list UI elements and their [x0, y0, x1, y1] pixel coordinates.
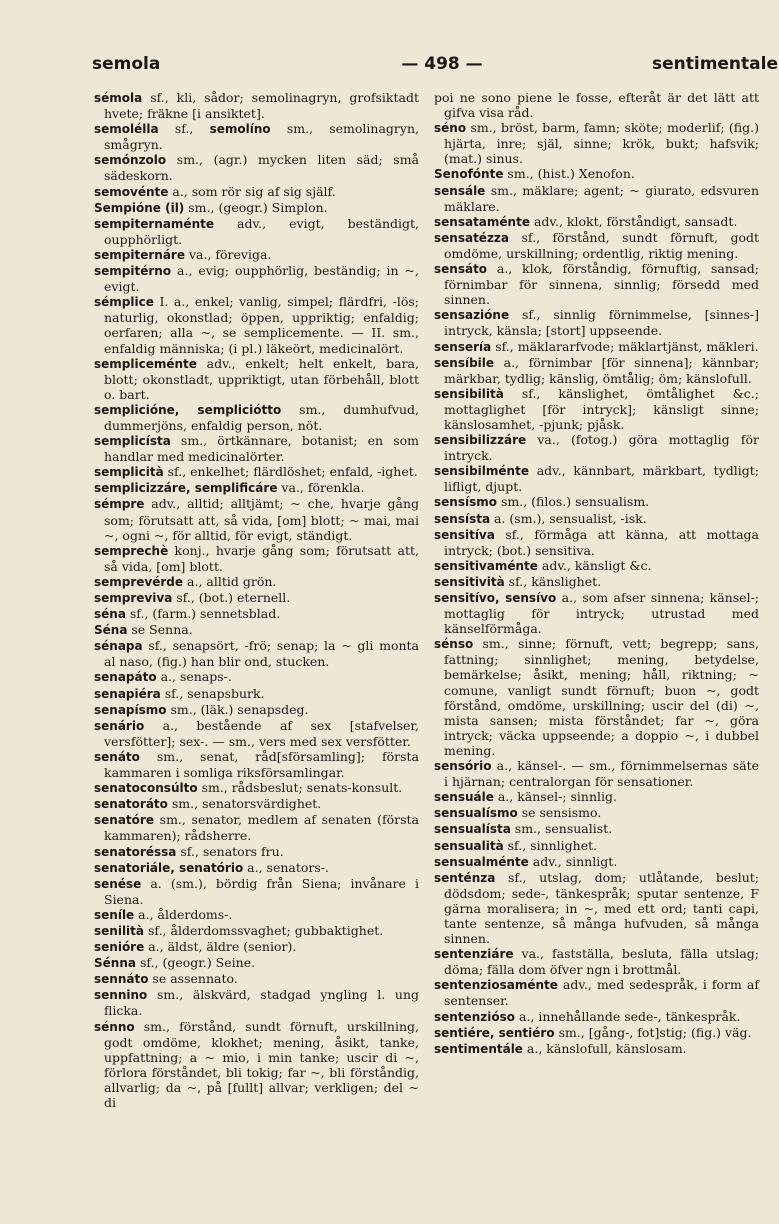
dictionary-entry	[434, 214, 759, 230]
headword: sensualménte	[434, 854, 529, 869]
dictionary-entry	[434, 90, 759, 120]
headword: sensísta	[434, 511, 491, 526]
headword: sensatézza	[434, 230, 510, 245]
headword: senése	[94, 876, 142, 891]
definition: se assennato.	[148, 971, 238, 987]
dictionary-entry	[434, 946, 759, 977]
headword: senióre	[94, 940, 145, 955]
dictionary-entry	[94, 216, 419, 247]
definition: sf., känslighet.	[504, 573, 602, 589]
headword: sémplice	[94, 295, 154, 310]
dictionary-entry	[434, 386, 759, 432]
definition: se sensismo.	[517, 805, 602, 821]
definition: sf., känslighet, ömtålighet &c.; mottaglighet [för intryck]; känsligt sinne; känslosamhet, -pjunk; pjåsk.	[444, 385, 759, 432]
dictionary-entry	[94, 263, 419, 294]
headword: semprechè	[94, 543, 169, 558]
definition: sf., sinnlighet.	[503, 837, 598, 853]
headword: semprevérde	[94, 574, 184, 589]
dictionary-entry	[434, 758, 759, 789]
dictionary-entry	[94, 622, 419, 638]
dictionary-entry	[94, 844, 419, 860]
definition: a., känsel-. — sm., förnimmelsernas säte i hjärnan; centralorgan för sensationer.	[444, 758, 759, 790]
headword: senapáto	[94, 670, 157, 685]
headword: senatóre	[94, 813, 154, 828]
dictionary-entry	[94, 543, 419, 574]
definition: se Senna.	[127, 622, 193, 638]
headword: sensibilizzáre	[434, 433, 527, 448]
headword: sentenzióso	[434, 1009, 515, 1024]
dictionary-entry	[434, 183, 759, 214]
definition: a., klok, förståndig, förnuftig, sansad; förnimbar för sinnena, sinnlig; försedd med sinnen.	[444, 261, 759, 308]
definition: adv., känsligt &c.	[537, 557, 652, 573]
definition: sm., dumhufvud, dummerjöns, enfaldig person, nöt.	[104, 401, 420, 433]
dictionary-entry	[94, 152, 419, 183]
definition: sf., (geogr.) Seine.	[135, 955, 256, 971]
dictionary-entry	[434, 870, 759, 946]
definition: sm., (agr.) mycken liten säd; små sädeskorn.	[104, 152, 419, 184]
definition: a. (sm.), sensualist, -isk.	[490, 510, 647, 526]
dictionary-entry	[434, 590, 759, 636]
definition: adv., evigt, beständigt, oupphörligt.	[104, 215, 419, 247]
headword: sensuále	[434, 790, 494, 805]
headword: sémola	[94, 91, 143, 105]
dictionary-entry	[434, 838, 759, 854]
headword: seníle	[94, 907, 135, 922]
definition: sf., senators fru.	[176, 843, 284, 859]
dictionary-entry	[434, 307, 759, 338]
definition: sm., (filos.) sensualism.	[496, 494, 650, 510]
definition: a., äldst, äldre (senior).	[144, 939, 297, 955]
headword: sénapa	[94, 639, 143, 654]
definition: poi ne sono piene le fosse, efteråt är det lätt att gifva visa råd.	[434, 90, 759, 121]
dictionary-entry	[94, 184, 419, 200]
headword: senapiéra	[94, 686, 161, 701]
dictionary-entry	[434, 977, 759, 1008]
dictionary-entry	[94, 669, 419, 685]
definition: a., innehållande sede-, tänkespråk.	[514, 1008, 741, 1024]
page-number: — 498 —	[401, 54, 483, 74]
definition: adv., enkelt; helt enkelt, bara, blott; okonstladt, uppriktigt, utan förbehåll, blott o. bart.	[104, 355, 419, 402]
dictionary-entry	[94, 780, 419, 796]
definition: sf., förmåga att känna, att mottaga intryck; (bot.) sensitiva.	[444, 526, 759, 558]
dictionary-entry	[434, 636, 759, 758]
headword: sensíbile	[434, 355, 495, 370]
headword: semolíno	[209, 122, 271, 137]
headword: sensório	[434, 759, 492, 774]
dictionary-entry	[94, 796, 419, 812]
header-right-word: sentimentale	[651, 54, 778, 74]
headword: sempiternaménte	[94, 216, 214, 231]
dictionary-entry	[434, 805, 759, 821]
definition: I. a., enkel; vanlig, simpel; flärdfri, -lös; naturlig, okonstlad; öppen, uppriktig; enfaldig; oerfaren; alla ~, se semplicemente. — II. sm., enfaldig människa; (i pl.) läkeört, medicinalört.	[104, 294, 419, 356]
dictionary-entry	[94, 480, 419, 496]
dictionary-entry	[94, 939, 419, 955]
definition: sm., sinne; förnuft, vett; begrepp; sans, fattning; sinnlighet; mening, betydelse, bemärkelse; åsikt, mening; håll, riktning; ~ comune, vanligt sundt förnuft; buon ~, godt förstånd, omdöme, urskillning; uscir del (di) ~, mista sansen; mista förståndet; far ~, göra intryck; väcka uppseende; a doppio ~, i dubbel mening.	[444, 636, 759, 758]
definition: sf., (farm.) sennetsblad.	[125, 606, 281, 622]
definition: sm., förstånd, sundt förnuft, urskillning, godt omdöme, klokhet; mening, åsikt, tanke, uppfattning; a ~ mio, i min tanke; uscir di ~, förlora förståndet, bli tokig; far ~, bli förståndig, allvarlig; da ~, på [fullt] allvar; verkligen; del ~ di	[104, 1018, 419, 1110]
headword: sénso	[434, 637, 474, 652]
definition: sm., [gång-, fot]stig; (fig.) väg.	[554, 1024, 752, 1040]
dictionary-entry	[434, 854, 759, 870]
dictionary-entry	[434, 527, 759, 558]
dictionary-entry	[94, 121, 419, 152]
dictionary-entry	[94, 574, 419, 590]
headword: sensitívo, sensívo	[434, 591, 557, 605]
dictionary-entry	[94, 496, 419, 542]
dictionary-entry	[94, 606, 419, 622]
headword: semónzolo	[94, 153, 167, 168]
dictionary-entry	[94, 247, 419, 263]
dictionary-entry	[94, 749, 419, 780]
headword: séno	[434, 121, 467, 136]
headword: Senofónte	[434, 167, 504, 182]
definition: a., som afser sinnena; känsel-; mottaglig för intryck; utrustad med känselförmåga.	[444, 590, 760, 637]
definition: sm., (hist.) Xenofon.	[503, 166, 635, 182]
definition: sm., senator, medlem af senaten (första kammaren); rådsherre.	[104, 812, 419, 844]
headword: semplicità	[94, 465, 164, 480]
definition: sf., kli, sådor; semolinagryn, grofsiktadt hvete; fräkne [i ansiktet].	[104, 90, 419, 122]
definition: sf., ålderdomssvaghet; gubbaktighet.	[144, 922, 384, 938]
headword: senário	[94, 718, 145, 733]
dictionary-entry	[94, 433, 419, 464]
headword: sensitività	[434, 574, 505, 589]
definition: sf., utslag, dom; utlåtande, beslut; dödsdom; sede-, tänkespråk; sputar sentenze, F gärna moralisera; in ~, med ett ord; tanti capi, tante sentenze, så många hufvuden, så många sinnen.	[444, 869, 759, 947]
dictionary-entry	[434, 1025, 759, 1041]
headword: sentenziosaménte	[434, 978, 558, 993]
dictionary-entry	[94, 971, 419, 987]
headword: sentenziáre	[434, 947, 514, 962]
definition: sm., örtkännare, botanist; en som handlar med medicinalörter.	[104, 433, 419, 465]
definition: a. (sm.), bördig från Siena; invånare i Siena.	[104, 875, 419, 907]
dictionary-entry	[94, 402, 419, 433]
right-column	[434, 90, 759, 1057]
headword: senilità	[94, 923, 144, 938]
dictionary-entry	[434, 789, 759, 805]
dictionary-entry	[434, 558, 759, 574]
headword: sensualità	[434, 838, 504, 853]
headword: sempitérno	[94, 264, 172, 279]
definition: sf., mäklararfvode; mäklartjänst, mäkleri.	[491, 338, 759, 354]
dictionary-entry	[94, 294, 419, 355]
definition: a., förnimbar [för sinnena]; kännbar; märkbar, tydlig; känslig, ömtålig; öm; känslofull.	[444, 354, 759, 386]
definition: sm., mäklare; agent; ~ giurato, edsvuren mäklare.	[444, 182, 759, 214]
definition: sm., sensualist.	[510, 821, 613, 837]
definition: sf., (bot.) eternell.	[172, 590, 291, 605]
headword: sénno	[94, 1019, 135, 1034]
headword: semplicizzáre, semplificáre	[94, 481, 278, 496]
definition: va., fastställa, besluta, fälla utslag; döma; fälla dom öfver ngn i brottmål.	[444, 946, 759, 978]
definition: sm., älskvärd, stadgad yngling l. ung flicka.	[104, 987, 419, 1019]
headword: sensualísta	[434, 822, 511, 837]
definition: sf., senapsburk.	[160, 685, 265, 701]
dictionary-entry	[94, 923, 419, 939]
headword: sempreviva	[94, 591, 173, 605]
dictionary-entry	[94, 356, 419, 402]
dictionary-entry	[94, 1019, 419, 1111]
header-left-word: semola	[92, 54, 161, 74]
headword: sensále	[434, 183, 486, 198]
definition: sf., senapsört, -frö; senap; la ~ gli monta al naso, (fig.) han blir ond, stucken.	[104, 638, 419, 670]
definition: a., känsel-; sinnlig.	[493, 789, 617, 805]
definition: a., som rör sig af sig själf.	[168, 183, 336, 199]
definition: sm., (geogr.) Simplon.	[184, 199, 328, 215]
definition: sm., (läk.) senapsdeg.	[166, 701, 309, 717]
definition: a., alltid grön.	[183, 573, 277, 589]
definition: a., senaps-.	[156, 669, 232, 685]
dictionary-entry	[434, 1009, 759, 1025]
definition: adv., alltid; alltjämt; ~ che, hvarje gång som; förutsatt att, så vida, [om] blott; ~ mai, mai ~, ogni ~, för alltid, för evigt, ständigt.	[104, 496, 419, 543]
headword: sensualísmo	[434, 806, 518, 821]
definition: sf.,	[158, 121, 210, 137]
headword: sensísmo	[434, 495, 497, 510]
dictionary-entry	[434, 494, 759, 510]
headword: sentiére, sentiéro	[434, 1025, 555, 1040]
dictionary-entry	[94, 718, 419, 749]
headword: sensería	[434, 339, 492, 354]
definition: sf., förstånd, sundt förnuft, godt omdöme, urskillning; ordentlig, riktig mening.	[444, 229, 759, 261]
dictionary-entry	[434, 463, 759, 494]
headword: Sénna	[94, 956, 136, 971]
headword: sensazióne	[434, 308, 510, 323]
headword: sémpre	[94, 497, 145, 512]
dictionary-entry	[94, 876, 419, 907]
definition: va., (fotog.) göra mottaglig för intryck.	[444, 432, 759, 464]
headword: semplicióne, sempliciótto	[94, 402, 282, 417]
dictionary-entry	[434, 511, 759, 527]
definition: sf., enkelhet; flärdlöshet; enfald, -ighet.	[163, 464, 418, 480]
dictionary-entry	[434, 120, 759, 166]
headword: sensitíva	[434, 527, 495, 542]
headword: senatoráto	[94, 797, 168, 812]
headword: séna	[94, 607, 126, 622]
definition: adv., kännbart, märkbart, tydligt; lifligt, djupt.	[444, 463, 759, 495]
dictionary-entry	[434, 230, 759, 261]
definition: sm., semolinagryn, smågryn.	[104, 121, 419, 153]
definition: sm., senat, råd[sförsamling]; första kammaren i somliga riksförsamlingar.	[104, 748, 419, 781]
dictionary-entry	[94, 955, 419, 971]
definition: adv., med sedespråk, i form af sentenser.	[444, 977, 759, 1009]
definition: konj., hvarje gång som; förutsatt att, så vida, [om] blott.	[104, 542, 419, 574]
dictionary-entry	[94, 464, 419, 480]
definition: a., evig; oupphörlig, beständig; in ~, evigt.	[104, 263, 419, 295]
headword: sensibilménte	[434, 464, 529, 479]
dictionary-entry	[94, 200, 419, 216]
definition: sf., sinnlig förnimmelse, [sinnes-] intryck, känsla; [stort] uppseende.	[444, 307, 759, 339]
definition: sm., rådsbeslut; senats-konsult.	[197, 780, 403, 796]
headword: sennino	[94, 988, 148, 1003]
dictionary-entry	[94, 702, 419, 718]
headword: senténza	[434, 870, 496, 885]
dictionary-entry	[434, 432, 759, 463]
definition: va., föreviga.	[184, 246, 272, 262]
left-column	[94, 90, 419, 1110]
headword: Sempióne (il)	[94, 200, 185, 215]
dictionary-entry	[434, 261, 759, 307]
headword: semovénte	[94, 184, 169, 199]
headword: Séna	[94, 623, 128, 638]
dictionary-entry	[434, 574, 759, 590]
dictionary-entry	[434, 821, 759, 837]
dictionary-entry	[434, 1041, 759, 1057]
definition: sm., senatorsvärdighet.	[167, 796, 322, 812]
headword: senatoriále, senatório	[94, 860, 244, 875]
headword: sennáto	[94, 972, 149, 987]
definition: adv., klokt, förståndigt, sansadt.	[529, 213, 738, 229]
dictionary-entry	[94, 812, 419, 843]
headword: sensibilità	[434, 386, 504, 401]
headword: senatoconsúlto	[94, 781, 198, 796]
dictionary-entry	[94, 907, 419, 923]
dictionary-entry	[434, 355, 759, 386]
definition: a., ålderdoms-.	[134, 906, 233, 922]
dictionary-entry	[434, 339, 759, 355]
dictionary-entry	[434, 166, 759, 182]
headword: semolélla	[94, 122, 159, 137]
headword: sensataménte	[434, 214, 530, 229]
definition: va., förenkla.	[277, 480, 365, 496]
headword: sensitivaménte	[434, 558, 538, 573]
page-header	[92, 50, 778, 80]
definition: a., bestående af sex [stafvelser, versfötter]; sex-. — sm., vers med sex versfötter.	[104, 717, 419, 749]
headword: senapísmo	[94, 702, 167, 717]
headword: senáto	[94, 749, 140, 764]
definition: sm., bröst, barm, famn; sköte; moderlif; (fig.) hjärta, inre; själ, sinne; krök, bukt; hafsvik; (mat.) sinus.	[444, 120, 759, 167]
headword: sentimentále	[434, 1041, 523, 1056]
dictionary-entry	[94, 686, 419, 702]
dictionary-entry	[94, 987, 419, 1018]
headword: sensáto	[434, 262, 488, 277]
dictionary-entry	[94, 860, 419, 876]
dictionary-entry	[94, 638, 419, 669]
headword: semplicísta	[94, 434, 171, 449]
definition: a., senators-.	[243, 859, 330, 875]
definition: adv., sinnligt.	[528, 853, 618, 869]
dictionary-entry	[94, 590, 419, 606]
headword: sempliceménte	[94, 356, 197, 371]
dictionary-entry	[94, 90, 419, 121]
definition: a., känslofull, känslosam.	[522, 1040, 687, 1056]
headword: sempiternáre	[94, 247, 185, 262]
headword: senatoréssa	[94, 844, 177, 859]
